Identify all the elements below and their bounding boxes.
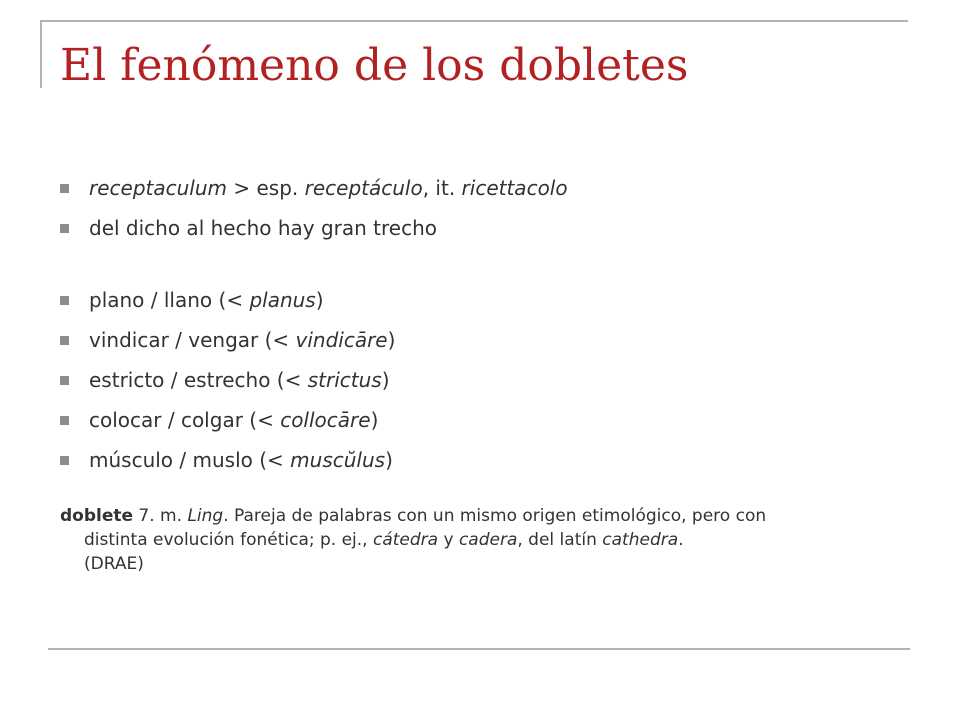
- example-word: cadera: [458, 530, 518, 550]
- square-bullet-icon: [60, 376, 69, 385]
- definition-continuation: [60, 528, 910, 552]
- bullet-item-musculo: [60, 440, 900, 480]
- bullet-text: , it.: [422, 176, 462, 200]
- definition-text: .: [678, 530, 684, 550]
- bullet-text: músculo / muslo (<: [89, 448, 291, 472]
- bullet-text: plano / llano (<: [89, 288, 250, 312]
- bullet-item-refran: [60, 208, 900, 248]
- bullet-text: vindicar / vengar (<: [89, 328, 296, 352]
- square-bullet-icon: [60, 184, 69, 193]
- bullet-text: estricto / estrecho (<: [89, 368, 308, 392]
- spanish-term: receptáculo: [304, 176, 423, 200]
- bullet-item-vindicar: [60, 320, 900, 360]
- bullet-text: ): [385, 448, 393, 472]
- dictionary-definition: [60, 504, 910, 576]
- square-bullet-icon: [60, 296, 69, 305]
- bullet-list: [60, 168, 900, 480]
- bullet-text: del dicho al hecho hay gran trecho: [89, 216, 438, 240]
- definition-text: . Pareja de palabras con un mismo origen etimológico, pero con: [223, 506, 767, 526]
- latin-etymon: muscŭlus: [290, 448, 386, 472]
- latin-etymon: vindicāre: [295, 328, 388, 352]
- definition-text: , del latín: [517, 530, 603, 550]
- slide-title: El fenómeno de los dobletes: [60, 40, 689, 91]
- square-bullet-icon: [60, 416, 69, 425]
- definition-source: (DRAE): [84, 554, 144, 574]
- latin-term: receptaculum: [89, 176, 228, 200]
- bullet-text: colocar / colgar (<: [89, 408, 281, 432]
- latin-etymon: collocāre: [280, 408, 371, 432]
- definition-text: y: [438, 530, 459, 550]
- bullet-text: ): [315, 288, 324, 312]
- bullet-text: ): [381, 368, 390, 392]
- square-bullet-icon: [60, 224, 69, 233]
- example-word: cathedra: [602, 530, 679, 550]
- definition-headword: doblete: [60, 506, 134, 526]
- bottom-rule: [48, 648, 910, 650]
- italian-term: ricettacolo: [461, 176, 568, 200]
- bullet-text: > esp.: [227, 176, 305, 200]
- bullet-text: ): [370, 408, 379, 432]
- definition-sense: 7. m.: [133, 506, 188, 526]
- latin-etymon: planus: [249, 288, 316, 312]
- bullet-item-receptaculum: [60, 168, 900, 208]
- bullet-item-plano: [60, 280, 900, 320]
- definition-text: distinta evolución fonética; p. ej.,: [84, 530, 373, 550]
- example-word: cátedra: [372, 530, 439, 550]
- bullet-item-estricto: [60, 360, 900, 400]
- square-bullet-icon: [60, 336, 69, 345]
- definition-domain: Ling: [187, 506, 224, 526]
- square-bullet-icon: [60, 456, 69, 465]
- bullet-item-colocar: [60, 400, 900, 440]
- latin-etymon: strictus: [307, 368, 382, 392]
- left-rule: [40, 20, 42, 88]
- top-rule: [40, 20, 908, 22]
- bullet-text: ): [387, 328, 396, 352]
